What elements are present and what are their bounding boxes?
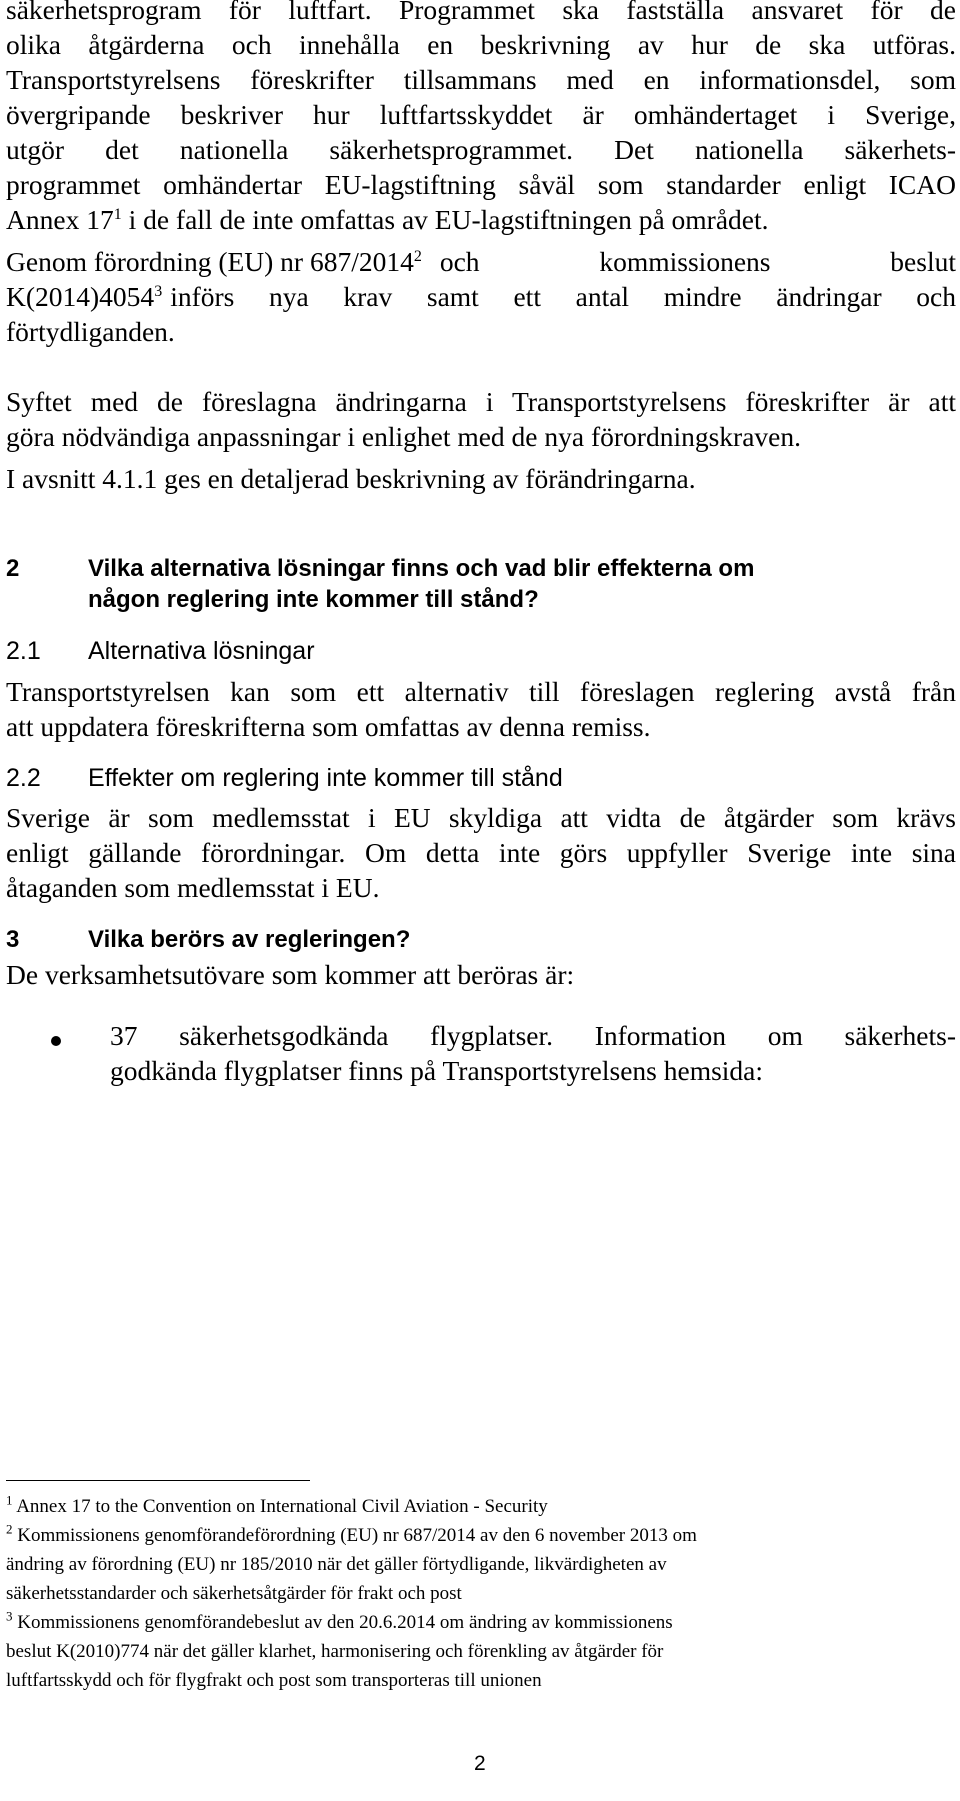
footnote-line: säkerhetsstandarder och säkerhetsåtgärder för frakt och post — [6, 1583, 462, 1604]
section-title-line: Vilka alternativa lösningar finns och vad blir effekterna om — [88, 555, 755, 582]
section-title-line: någon reglering inte kommer till stånd? — [88, 586, 539, 613]
text-segment: Genom förordning (EU) nr 687/2014 — [6, 246, 414, 277]
text-line: 37 säkerhetsgodkända flygplatser. Information om säkerhets- — [110, 1020, 956, 1051]
text-line: övergripande beskriver hur luftfartsskyddet är omhändertaget i Sverige, — [6, 99, 956, 130]
section-heading-2-2 — [6, 763, 956, 794]
footnote-2 — [6, 1521, 956, 1608]
text-line — [6, 279, 956, 314]
section-number: 2.1 — [6, 637, 41, 665]
text-line: göra nödvändiga anpassningar i enlighet med de nya förordningskraven. — [6, 421, 801, 452]
footnote-ref-1[interactable]: 1 — [113, 205, 122, 223]
section-title: Vilka berörs av regleringen? — [88, 926, 411, 953]
footnote-number: 3 — [6, 1608, 13, 1624]
text-line: att uppdatera föreskrifterna som omfattas av denna remiss. — [6, 711, 651, 742]
section-number: 2.2 — [6, 764, 41, 792]
text-segment — [6, 244, 422, 279]
text-segment: i de fall de inte omfattas av EU-lagstiftningen på området. — [121, 204, 769, 235]
paragraph-regulation — [6, 244, 956, 349]
footnote-text: Kommissionens genomförandeförordning (EU) nr 687/2014 av den 6 november 2013 om — [12, 1525, 697, 1546]
text-line: utgör det nationella säkerhetsprogrammet. Det nationella säkerhets- — [6, 134, 956, 165]
text-line: Syftet med de föreslagna ändringarna i Transportstyrelsens föreskrifter är att — [6, 386, 956, 417]
text-line: programmet omhändertar EU-lagstiftning såväl som standarder enligt ICAO — [6, 169, 956, 200]
section-title — [88, 553, 754, 615]
text-line: De verksamhetsutövare som kommer att beröras är: — [6, 959, 575, 990]
page-number: 2 — [474, 1752, 486, 1775]
paragraph-alternatives — [6, 674, 956, 744]
footnote-ref-2[interactable]: 2 — [413, 247, 422, 265]
footnote-line: ändring av förordning (EU) nr 185/2010 när det gäller förtydligande, likvärdigheten av — [6, 1554, 667, 1575]
footnote-number: 1 — [6, 1492, 13, 1508]
text-line: godkända flygplatser finns på Transportstyrelsens hemsida: — [110, 1055, 764, 1086]
bullet-list-item — [110, 1018, 956, 1088]
footnote-ref-3[interactable]: 3 — [154, 282, 163, 300]
text-line: förtydliganden. — [6, 316, 175, 347]
text-line: enligt gällande förordningar. Om detta inte görs uppfyller Sverige inte sina — [6, 837, 956, 868]
text-line: Transportstyrelsens föreskrifter tillsammans med en informationsdel, som — [6, 64, 956, 95]
section-title: Effekter om reglering inte kommer till stånd — [88, 764, 563, 792]
footnote-divider — [6, 1480, 310, 1481]
section-heading-2-1 — [6, 636, 956, 667]
section-heading-2 — [6, 553, 956, 615]
text-segment: införs nya krav samt ett antal mindre ändringar och — [170, 281, 956, 312]
paragraph-affected-intro — [6, 957, 956, 992]
footnote-line: luftfartsskydd och för flygfrakt och post som transporteras till unionen — [6, 1670, 542, 1691]
paragraph-security-program — [6, 0, 956, 237]
text-line: Sverige är som medlemsstat i EU skyldiga att vidta de åtgärder som krävs — [6, 802, 956, 833]
bullet-icon — [51, 1036, 61, 1046]
footnote-line: beslut K(2010)774 när det gäller klarhet, harmonisering och förenkling av åtgärder för — [6, 1641, 664, 1662]
text-line: Transportstyrelsen kan som ett alternativ till föreslagen reglering avstå från — [6, 676, 956, 707]
paragraph-effects — [6, 800, 956, 905]
footnote-number: 2 — [6, 1521, 13, 1537]
footnote-line — [6, 1608, 956, 1637]
text-line: åtaganden som medlemsstat i EU. — [6, 872, 380, 903]
text-line: olika åtgärderna och innehålla en beskrivning av hur de ska utföras. — [6, 29, 956, 60]
section-number: 3 — [6, 926, 20, 953]
text-line — [6, 244, 956, 279]
footnote-3 — [6, 1608, 956, 1695]
text-segment: K(2014)4054 — [6, 281, 155, 312]
footnote-text: Annex 17 to the Convention on International Civil Aviation - Security — [12, 1496, 548, 1517]
section-heading-3 — [6, 924, 956, 955]
paragraph-purpose — [6, 384, 956, 454]
paragraph-section-reference — [6, 461, 956, 496]
footnote-line — [6, 1521, 956, 1550]
footnote-line — [6, 1492, 956, 1521]
text-line: säkerhetsprogram för luftfart. Programmet ska fastställa ansvaret för de — [6, 0, 956, 25]
text-segment: och kommissionens beslut — [439, 246, 956, 277]
section-number: 2 — [6, 555, 20, 582]
text-segment: Annex 17 — [6, 204, 114, 235]
section-title: Alternativa lösningar — [88, 637, 315, 665]
text-segment — [6, 279, 162, 314]
footnote-text: Kommissionens genomförandebeslut av den 20.6.2014 om ändring av kommissionens — [12, 1612, 673, 1633]
text-line: I avsnitt 4.1.1 ges en detaljerad beskrivning av förändringarna. — [6, 463, 696, 494]
footnote-1 — [6, 1492, 956, 1521]
text-line — [6, 202, 956, 237]
